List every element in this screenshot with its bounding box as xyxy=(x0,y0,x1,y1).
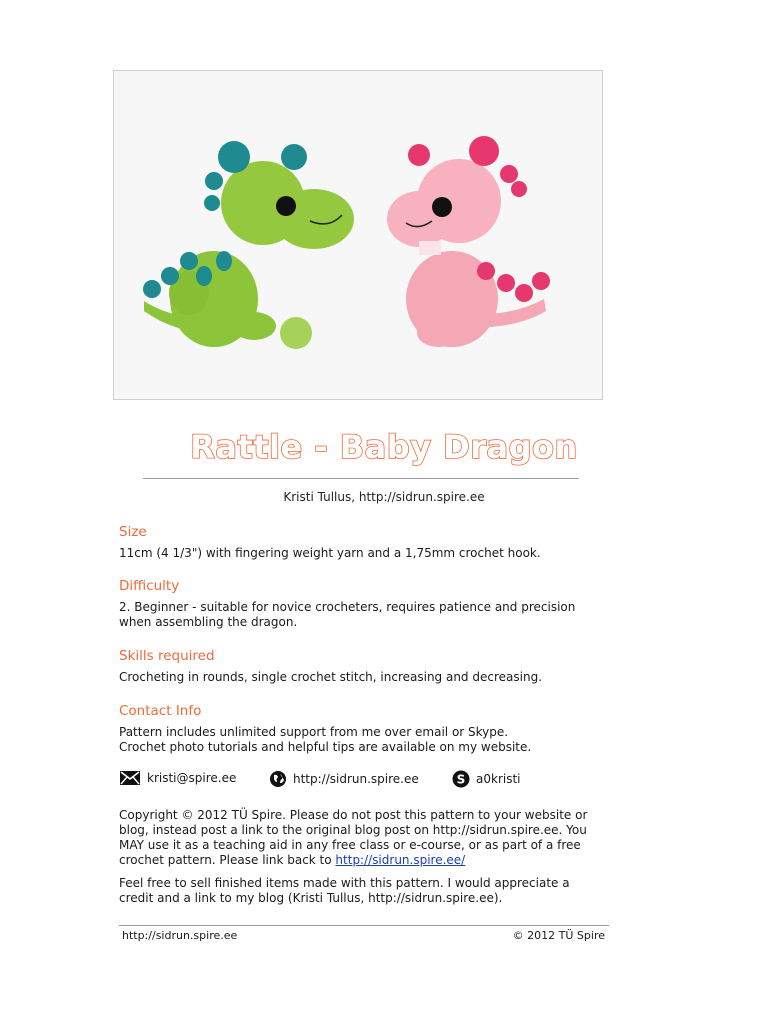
contact-line-2: Crochet photo tutorials and helpful tips are available on my website. xyxy=(119,740,532,754)
sell-note: Feel free to sell finished items made with this pattern. I would appreciate a credit and a link to my blog (Kristi Tullus, http://sidrun.spire.ee). xyxy=(119,876,570,905)
difficulty-text: 2. Beginner - suitable for novice crocheters, requires patience and precision when assembling the dragon. xyxy=(119,600,576,629)
skype-text: a0kristi xyxy=(476,772,521,786)
skills-section xyxy=(119,648,599,685)
website-text: http://sidrun.spire.ee xyxy=(293,772,419,786)
email-contact[interactable] xyxy=(119,770,236,786)
globe-icon xyxy=(269,770,287,788)
skills-heading: Skills required xyxy=(119,648,215,664)
contact-line-1: Pattern includes unlimited support from me over email or Skype. xyxy=(119,725,509,739)
difficulty-section xyxy=(119,578,599,630)
svg-text:S: S xyxy=(456,772,466,787)
dragon-illustration xyxy=(114,71,602,399)
website-contact[interactable] xyxy=(269,770,419,788)
title-divider xyxy=(143,478,579,479)
skills-text: Crocheting in rounds, single crochet stitch, increasing and decreasing. xyxy=(119,670,542,684)
footer-url: http://sidrun.spire.ee xyxy=(122,929,238,942)
skype-contact[interactable] xyxy=(452,770,521,788)
envelope-icon xyxy=(119,770,141,786)
difficulty-heading: Difficulty xyxy=(119,578,180,594)
footer-divider xyxy=(119,925,609,926)
pattern-title: Rattle - Baby Dragon xyxy=(190,428,578,466)
copyright-text: Copyright © 2012 TÜ Spire. Please do not post this pattern to your website or blog, instead post a link to the original blog post on http://sidrun.spire.ee. You MAY use it as a teaching aid in any free class or e-course, or as part of a free crochet pattern. Please link back to xyxy=(119,808,588,867)
size-heading: Size xyxy=(119,524,147,540)
copyright-notice xyxy=(119,808,599,868)
size-text: 11cm (4 1/3") with fingering weight yarn and a 1,75mm crochet hook. xyxy=(119,546,541,560)
blog-link[interactable]: http://sidrun.spire.ee/ xyxy=(335,853,466,867)
size-section xyxy=(119,524,599,561)
email-text: kristi@spire.ee xyxy=(147,771,237,785)
dragon-photo xyxy=(113,70,603,400)
skype-icon xyxy=(452,770,470,788)
footer-copyright: © 2012 TÜ Spire xyxy=(512,929,605,942)
author-byline: Kristi Tullus, http://sidrun.spire.ee xyxy=(283,490,485,504)
contact-heading: Contact Info xyxy=(119,703,202,719)
contact-links xyxy=(119,770,599,792)
contact-section xyxy=(119,703,599,755)
